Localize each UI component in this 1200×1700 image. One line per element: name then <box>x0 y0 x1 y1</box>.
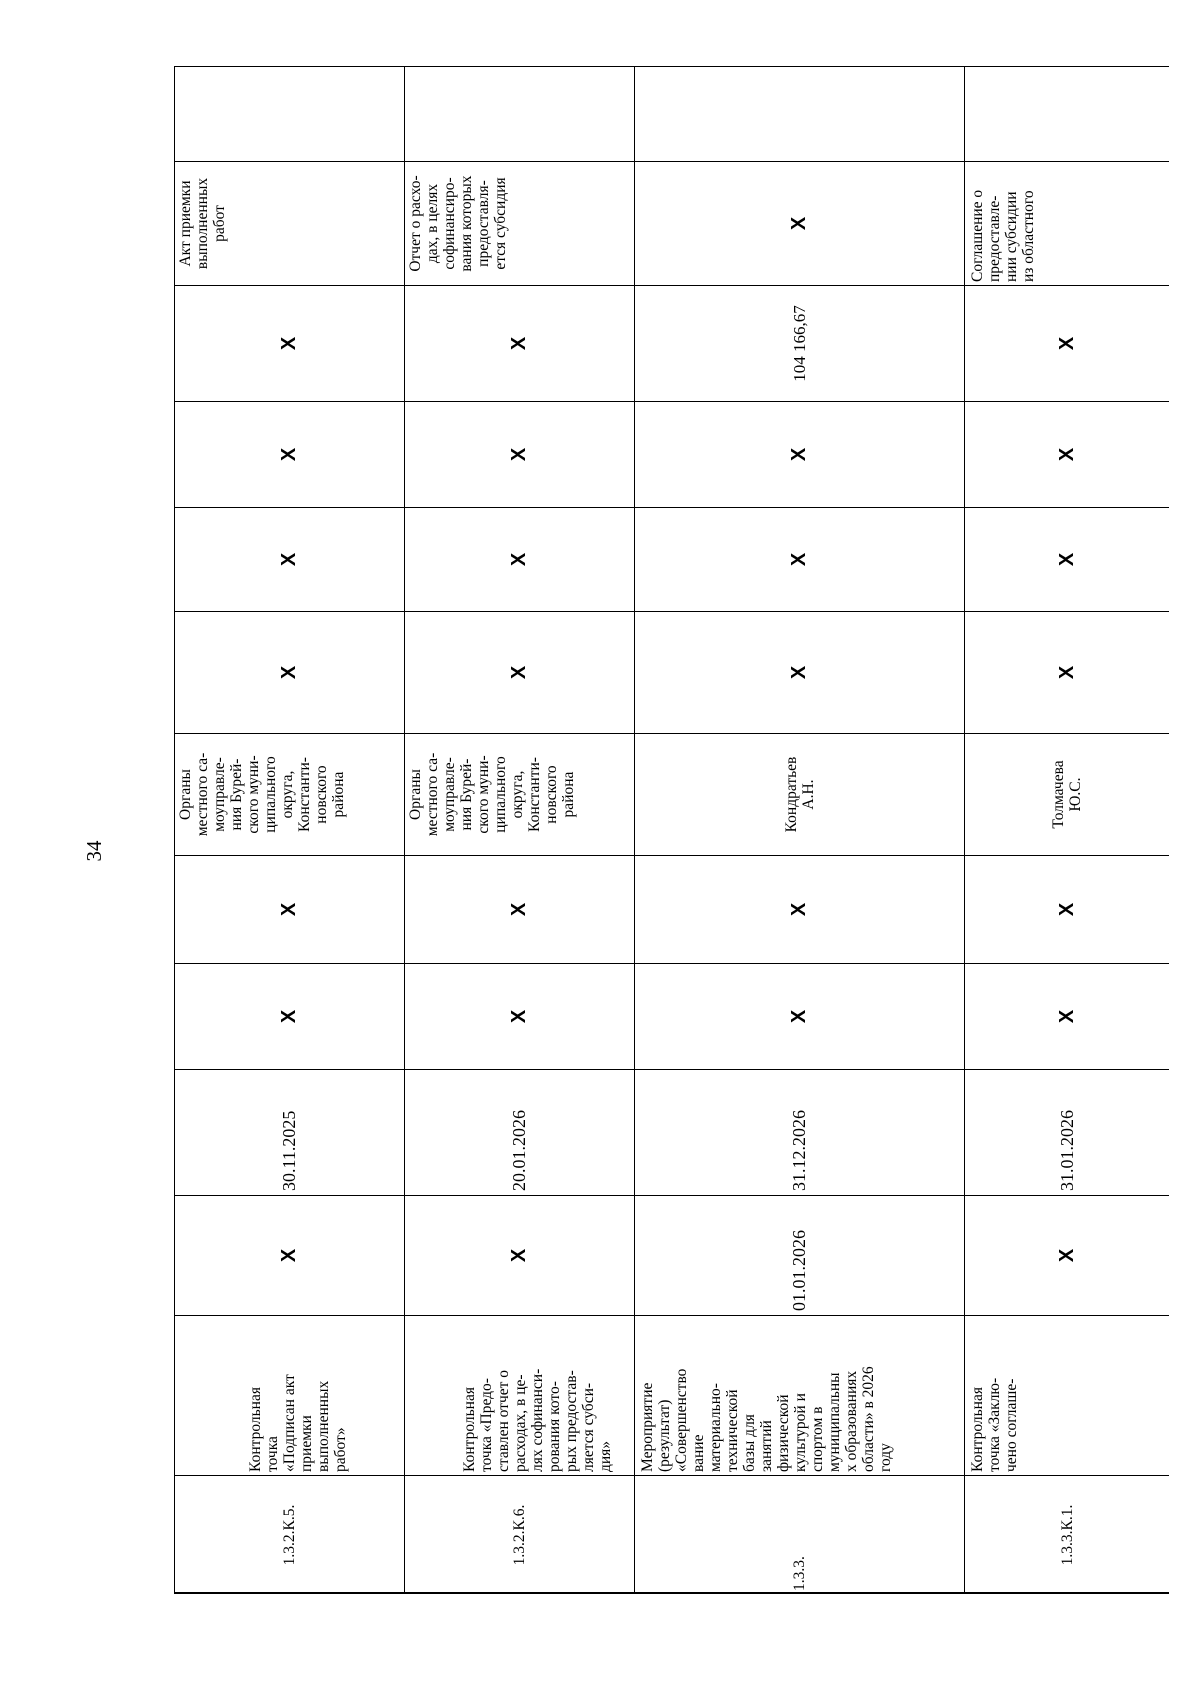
start-date: Х <box>508 1248 530 1263</box>
cell-number <box>635 1476 964 1594</box>
start-date: Х <box>1055 1248 1078 1263</box>
value-col9: Х <box>508 552 530 567</box>
cell-empty <box>965 66 1169 162</box>
cell-col10 <box>175 402 404 508</box>
table-border-left <box>174 1593 1169 1595</box>
document: Х <box>788 216 810 231</box>
cell-start <box>175 1196 404 1316</box>
cell-number <box>175 1476 404 1594</box>
responsible: Органы местного са- моуправле- ния Бурей- ского муни- ципального округа, Константи- новского района <box>177 752 347 837</box>
start-date: 01.01.2026 <box>789 1230 809 1311</box>
row-number: 1.3.2.К.6. <box>511 1504 528 1566</box>
value-col10: Х <box>788 447 810 462</box>
cell-col8 <box>175 612 404 734</box>
table-row <box>634 66 964 1594</box>
cell-end <box>405 1070 634 1196</box>
cell-col6 <box>965 856 1169 964</box>
responsible: Кондратьев А.Н. <box>782 756 817 833</box>
cell-empty <box>405 66 634 162</box>
cell-col9 <box>965 508 1169 612</box>
cell-col11 <box>635 286 964 402</box>
cell-responsible <box>405 734 634 856</box>
value-col11: Х <box>1055 336 1078 351</box>
value-col5: Х <box>278 1009 300 1024</box>
value-col10: Х <box>508 447 530 462</box>
cell-col10 <box>635 402 964 508</box>
cell-name <box>635 1316 964 1476</box>
cell-start <box>405 1196 634 1316</box>
cell-col8 <box>635 612 964 734</box>
cell-responsible <box>175 734 404 856</box>
end-date: 31.01.2026 <box>1056 1110 1077 1191</box>
table-border-right <box>174 66 1169 68</box>
value-col6: Х <box>1055 902 1078 917</box>
cell-col9 <box>635 508 964 612</box>
value-col11: Х <box>278 336 300 351</box>
cell-name <box>175 1316 404 1476</box>
value-col8: Х <box>1055 665 1078 680</box>
row-number: 1.3.3. <box>791 1556 808 1591</box>
cell-col6 <box>405 856 634 964</box>
value-col10: Х <box>278 447 300 462</box>
end-date: 20.01.2026 <box>509 1110 529 1191</box>
cell-col10 <box>405 402 634 508</box>
cell-number <box>405 1476 634 1594</box>
cell-col5 <box>635 964 964 1070</box>
cell-col8 <box>965 612 1169 734</box>
cell-end <box>635 1070 964 1196</box>
cell-col5 <box>965 964 1169 1070</box>
value-col6: Х <box>788 902 810 917</box>
cell-col8 <box>405 612 634 734</box>
cell-document <box>965 162 1169 286</box>
cell-end <box>175 1070 404 1196</box>
responsible: Органы местного са- моуправле- ния Бурей- ского муни- ципального округа, Константи- новского района <box>407 752 577 837</box>
responsible: Толмачева Ю.С. <box>1050 760 1084 829</box>
cell-document <box>635 162 964 286</box>
table-frame <box>174 66 1169 1594</box>
value-col11: Х <box>508 336 530 351</box>
cell-col6 <box>635 856 964 964</box>
value-col8: Х <box>508 665 530 680</box>
row-number: 1.3.3.К.1. <box>1058 1504 1076 1566</box>
row-number: 1.3.2.К.5. <box>281 1504 298 1566</box>
cell-empty <box>175 66 404 162</box>
cell-document <box>175 162 404 286</box>
table-row <box>964 66 1169 1594</box>
cell-number <box>965 1476 1169 1594</box>
page-number: 34 <box>82 840 106 862</box>
value-col9: Х <box>1055 552 1078 567</box>
cell-col11 <box>965 286 1169 402</box>
cell-col11 <box>405 286 634 402</box>
table-row <box>404 66 634 1594</box>
table <box>174 66 1169 1594</box>
start-date: Х <box>278 1248 300 1263</box>
cell-col9 <box>405 508 634 612</box>
cell-start <box>965 1196 1169 1316</box>
cell-col5 <box>175 964 404 1070</box>
value-col5: Х <box>1055 1009 1078 1024</box>
end-date: 31.12.2026 <box>789 1110 809 1191</box>
value-col5: Х <box>788 1009 810 1024</box>
row-name: Контрольная точка «Подписан акт приемки выполненных работ» <box>247 1374 349 1472</box>
row-name: Мероприятие (результат) «Совершенство вание материально- технической базы для занятий физической культурой и спортом в муниципальны х образованиях области» в 2026 году <box>639 1366 894 1472</box>
document: Отчет о расхо- дах, в целях софинансиро- вания которых предоставля- ется субсидия <box>407 175 509 272</box>
value-col10: Х <box>1055 447 1078 462</box>
value-col6: Х <box>278 902 300 917</box>
value-col9: Х <box>788 552 810 567</box>
cell-empty <box>635 66 964 162</box>
end-date: 30.11.2025 <box>279 1110 299 1191</box>
cell-document <box>405 162 634 286</box>
row-name: Контрольная точка «Заклю- чено соглаше- <box>969 1377 1020 1472</box>
document: Акт приемки выполненных работ <box>177 177 228 270</box>
value-col11: 104 166,67 <box>790 305 809 382</box>
cell-col5 <box>405 964 634 1070</box>
cell-end <box>965 1070 1169 1196</box>
value-col6: Х <box>508 902 530 917</box>
cell-responsible <box>965 734 1169 856</box>
value-col9: Х <box>278 552 300 567</box>
cell-col9 <box>175 508 404 612</box>
cell-start <box>635 1196 964 1316</box>
value-col8: Х <box>788 665 810 680</box>
cell-responsible <box>635 734 964 856</box>
table-row <box>174 66 404 1594</box>
row-name: Контрольная точка «Предо- ставлен отчет о расходах, в це- лях софинанси- рования кото- рых предостав- ляется субси- дия» <box>461 1368 614 1472</box>
value-col5: Х <box>508 1009 530 1024</box>
cell-col11 <box>175 286 404 402</box>
cell-name <box>965 1316 1169 1476</box>
cell-col6 <box>175 856 404 964</box>
value-col8: Х <box>278 665 300 680</box>
document: Соглашение о предоставле- нии субсидии из областного <box>969 189 1037 282</box>
cell-col10 <box>965 402 1169 508</box>
cell-name <box>405 1316 634 1476</box>
